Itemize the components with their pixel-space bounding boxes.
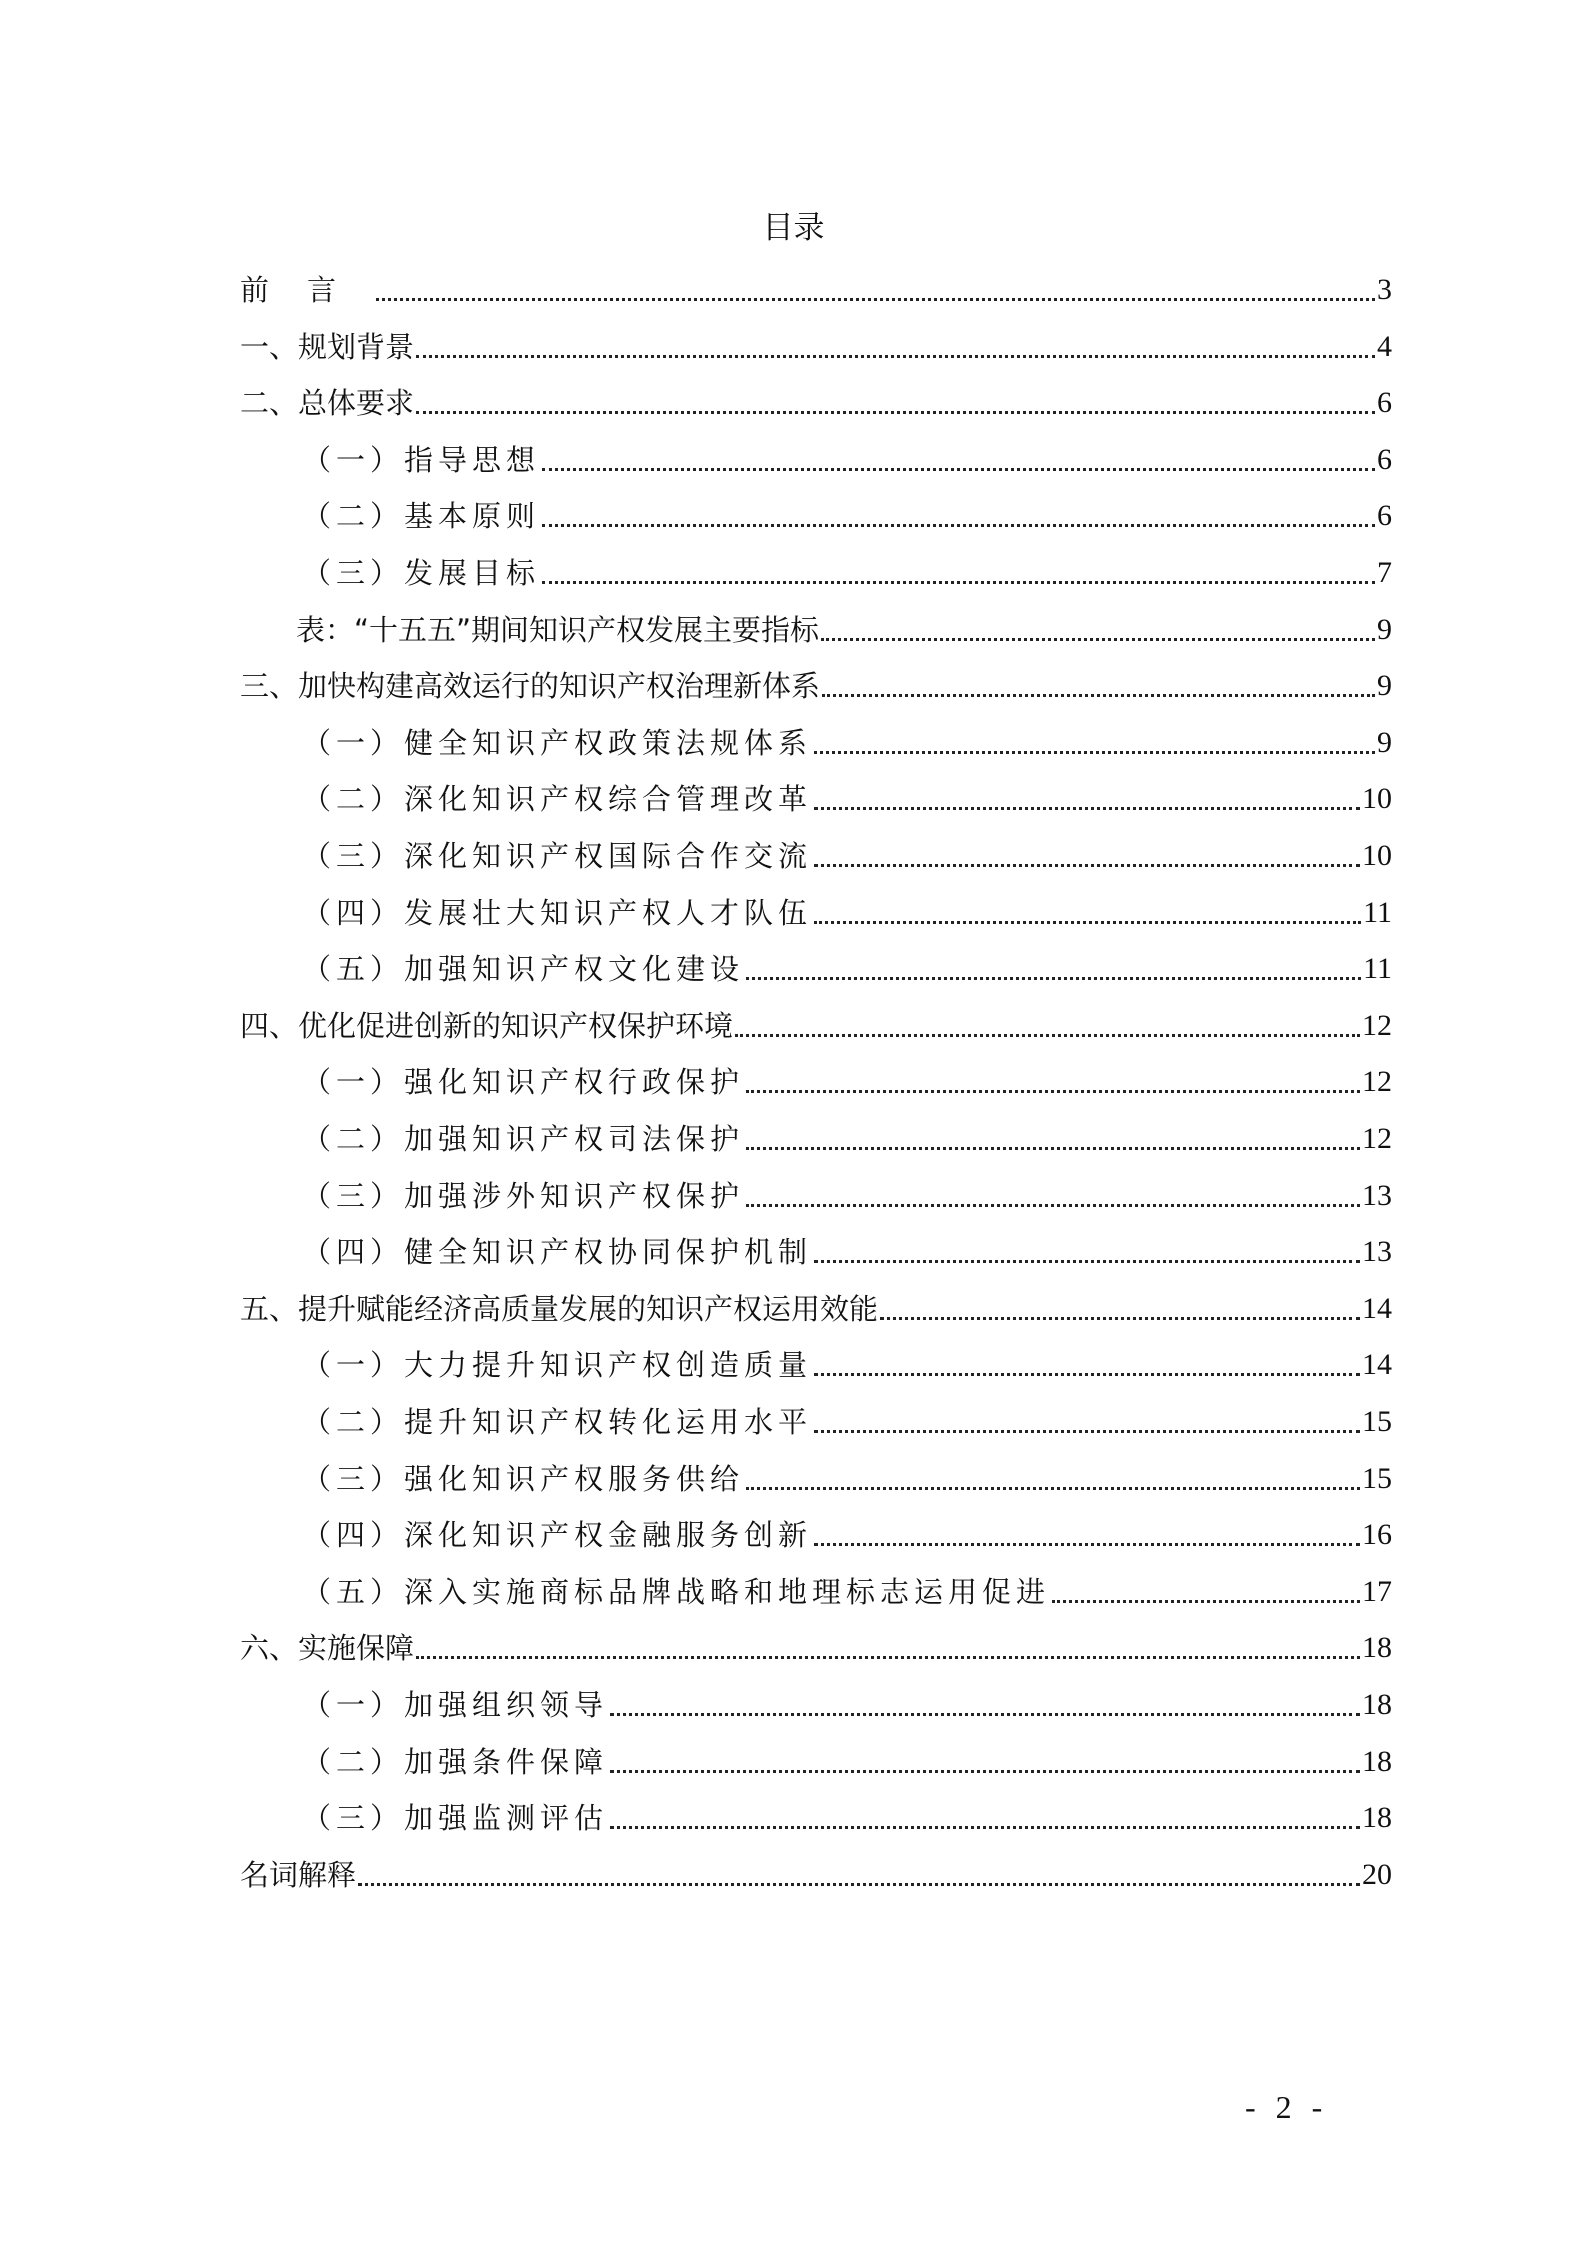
toc-entry-page: 12 xyxy=(1362,1065,1392,1099)
toc-leader-dots xyxy=(542,468,1375,471)
toc-entry[interactable] xyxy=(240,935,1392,991)
toc-entry-page: 3 xyxy=(1377,273,1392,306)
page-number: - 2 - xyxy=(1245,2089,1329,2125)
toc-entry-page: 18 xyxy=(1362,1801,1392,1835)
toc-leader-dots xyxy=(610,1713,1360,1716)
toc-entry-label: （二）基本原则 xyxy=(302,499,541,534)
toc-entry-page: 18 xyxy=(1362,1744,1392,1778)
toc-leader-dots xyxy=(880,1317,1360,1320)
toc-entry[interactable] xyxy=(240,879,1392,935)
toc-leader-dots xyxy=(814,1373,1360,1376)
toc-entry-label: （四）发展壮大知识产权人才队伍 xyxy=(302,895,813,930)
toc-leader-dots xyxy=(735,1034,1360,1037)
toc-entry-label: （一）加强组织领导 xyxy=(302,1688,609,1722)
toc-entry[interactable] xyxy=(240,1445,1392,1501)
toc-entry-page: 6 xyxy=(1377,442,1392,476)
toc-entry-page: 18 xyxy=(1362,1631,1392,1665)
toc-entry-label: 名词解释 xyxy=(240,1857,357,1892)
toc-entry-label: （二）加强知识产权司法保护 xyxy=(302,1122,745,1156)
toc-entry-label: 二、总体要求 xyxy=(240,386,415,421)
toc-entry-page: 6 xyxy=(1377,499,1392,533)
toc-leader-dots xyxy=(542,581,1375,584)
toc-entry-label: （三）加强监测评估 xyxy=(302,1801,609,1836)
toc-entry-page: 10 xyxy=(1362,782,1392,816)
toc-entry-label: （五）加强知识产权文化建设 xyxy=(302,952,745,987)
toc-entry-label: （三）加强涉外知识产权保护 xyxy=(302,1178,745,1213)
toc-leader-dots xyxy=(814,1430,1360,1433)
toc-entry-label: 五、提升赋能经济高质量发展的知识产权运用效能 xyxy=(240,1291,879,1326)
toc-leader-dots xyxy=(746,977,1361,980)
toc-entry-page: 15 xyxy=(1362,1461,1392,1495)
toc-entry[interactable] xyxy=(240,1048,1392,1104)
toc-entry[interactable] xyxy=(240,596,1392,652)
toc-entry-page: 17 xyxy=(1362,1574,1392,1608)
toc-entry[interactable] xyxy=(240,1784,1392,1840)
toc-leader-dots xyxy=(746,1147,1360,1150)
toc-entry[interactable] xyxy=(240,1388,1392,1444)
toc-entry-page: 13 xyxy=(1362,1235,1392,1269)
toc-leader-dots xyxy=(814,807,1360,810)
toc-entry-label: （三）发展目标 xyxy=(302,556,541,590)
toc-leader-dots xyxy=(416,1656,1360,1659)
toc-leader-dots xyxy=(416,411,1375,414)
toc-entry-page: 18 xyxy=(1362,1688,1392,1721)
toc-entry-page: 12 xyxy=(1362,1008,1392,1042)
toc-entry-label: （三）深化知识产权国际合作交流 xyxy=(302,839,813,873)
toc-entry[interactable] xyxy=(240,1728,1392,1784)
toc-entry[interactable] xyxy=(240,992,1392,1048)
toc-leader-dots xyxy=(821,638,1375,641)
toc-entry-page: 13 xyxy=(1362,1178,1392,1212)
toc-entry-label: （一）大力提升知识产权创造质量 xyxy=(302,1348,813,1383)
toc-entry-label: （五）深入实施商标品牌战略和地理标志运用促进 xyxy=(302,1574,1051,1609)
toc-leader-dots xyxy=(814,1543,1360,1546)
toc-entry-label: 一、规划背景 xyxy=(240,329,415,364)
toc-leader-dots xyxy=(746,1487,1360,1490)
toc-leader-dots xyxy=(358,1883,1360,1886)
toc-entry-label: （一）指导思想 xyxy=(302,442,541,477)
toc-entry-page: 16 xyxy=(1362,1518,1392,1552)
toc-leader-dots xyxy=(610,1826,1360,1829)
toc-entry[interactable] xyxy=(240,1105,1392,1161)
toc-entry[interactable] xyxy=(240,313,1392,369)
toc-entry-label: （一）健全知识产权政策法规体系 xyxy=(302,725,813,760)
toc-entry-label: 表：“十五五”期间知识产权发展主要指标 xyxy=(296,612,820,647)
toc-leader-dots xyxy=(814,751,1375,754)
toc-entry[interactable] xyxy=(240,1275,1392,1331)
toc-entry-page: 12 xyxy=(1362,1122,1392,1155)
toc-entry-label: （四）深化知识产权金融服务创新 xyxy=(302,1518,813,1553)
toc-title: 目录 xyxy=(762,210,825,246)
toc-entry-label: （二）深化知识产权综合管理改革 xyxy=(302,782,813,817)
toc-entry-page: 11 xyxy=(1363,952,1392,986)
toc-entry-label: 四、优化促进创新的知识产权保护环境 xyxy=(240,1008,734,1043)
toc-entry-page: 6 xyxy=(1377,386,1392,420)
toc-leader-dots xyxy=(814,864,1360,867)
toc-entry[interactable] xyxy=(240,1162,1392,1218)
toc-entry-page: 14 xyxy=(1362,1291,1392,1325)
toc-leader-dots xyxy=(542,524,1375,527)
toc-entry[interactable] xyxy=(240,1331,1392,1387)
toc-leader-dots xyxy=(814,1260,1360,1263)
toc-entry[interactable] xyxy=(240,539,1392,595)
toc-entry-page: 9 xyxy=(1377,725,1392,759)
toc-entry[interactable] xyxy=(240,1558,1392,1614)
toc-entry[interactable] xyxy=(240,1218,1392,1274)
toc-entry-label: （三）强化知识产权服务供给 xyxy=(302,1461,745,1496)
toc-leader-dots xyxy=(822,694,1375,697)
toc-entry-page: 15 xyxy=(1362,1405,1392,1438)
toc-entry[interactable] xyxy=(240,369,1392,425)
toc-leader-dots xyxy=(610,1770,1360,1773)
toc-entry-label: （四）健全知识产权协同保护机制 xyxy=(302,1235,813,1270)
toc-entry[interactable] xyxy=(240,256,1392,312)
toc-entry[interactable] xyxy=(240,765,1392,821)
toc-entry-page: 14 xyxy=(1362,1348,1392,1382)
toc-entry[interactable] xyxy=(240,1501,1392,1557)
toc-leader-dots xyxy=(376,298,1375,301)
toc-entry[interactable] xyxy=(240,709,1392,765)
toc-entry-page: 7 xyxy=(1377,556,1392,589)
toc-entry[interactable] xyxy=(240,1671,1392,1727)
toc-leader-dots xyxy=(1052,1600,1360,1603)
toc-entry[interactable] xyxy=(240,1841,1392,1897)
toc-entry-page: 11 xyxy=(1363,895,1392,929)
toc-entry-page: 9 xyxy=(1377,669,1392,703)
toc-entry[interactable] xyxy=(240,822,1392,878)
toc-leader-dots xyxy=(746,1204,1360,1207)
toc-entry[interactable] xyxy=(240,426,1392,482)
toc-entry-label: （一）强化知识产权行政保护 xyxy=(302,1065,745,1100)
toc-entry-page: 20 xyxy=(1362,1857,1392,1891)
toc-entry-page: 9 xyxy=(1377,612,1392,646)
toc-entry-page: 10 xyxy=(1362,839,1392,872)
toc-entry-label: 前言 xyxy=(240,273,375,307)
toc-entry[interactable] xyxy=(240,652,1392,708)
toc-entry[interactable] xyxy=(240,482,1392,538)
toc-entry[interactable] xyxy=(240,1614,1392,1670)
toc-entry-label: （二）加强条件保障 xyxy=(302,1744,609,1779)
toc-leader-dots xyxy=(746,1090,1360,1093)
toc-leader-dots xyxy=(814,921,1361,924)
toc-entry-page: 4 xyxy=(1377,329,1392,363)
toc-leader-dots xyxy=(416,355,1375,358)
toc-entry-label: （二）提升知识产权转化运用水平 xyxy=(302,1405,813,1439)
toc-entry-label: 六、实施保障 xyxy=(240,1631,415,1666)
toc-entry-label: 三、加快构建高效运行的知识产权治理新体系 xyxy=(240,669,821,704)
